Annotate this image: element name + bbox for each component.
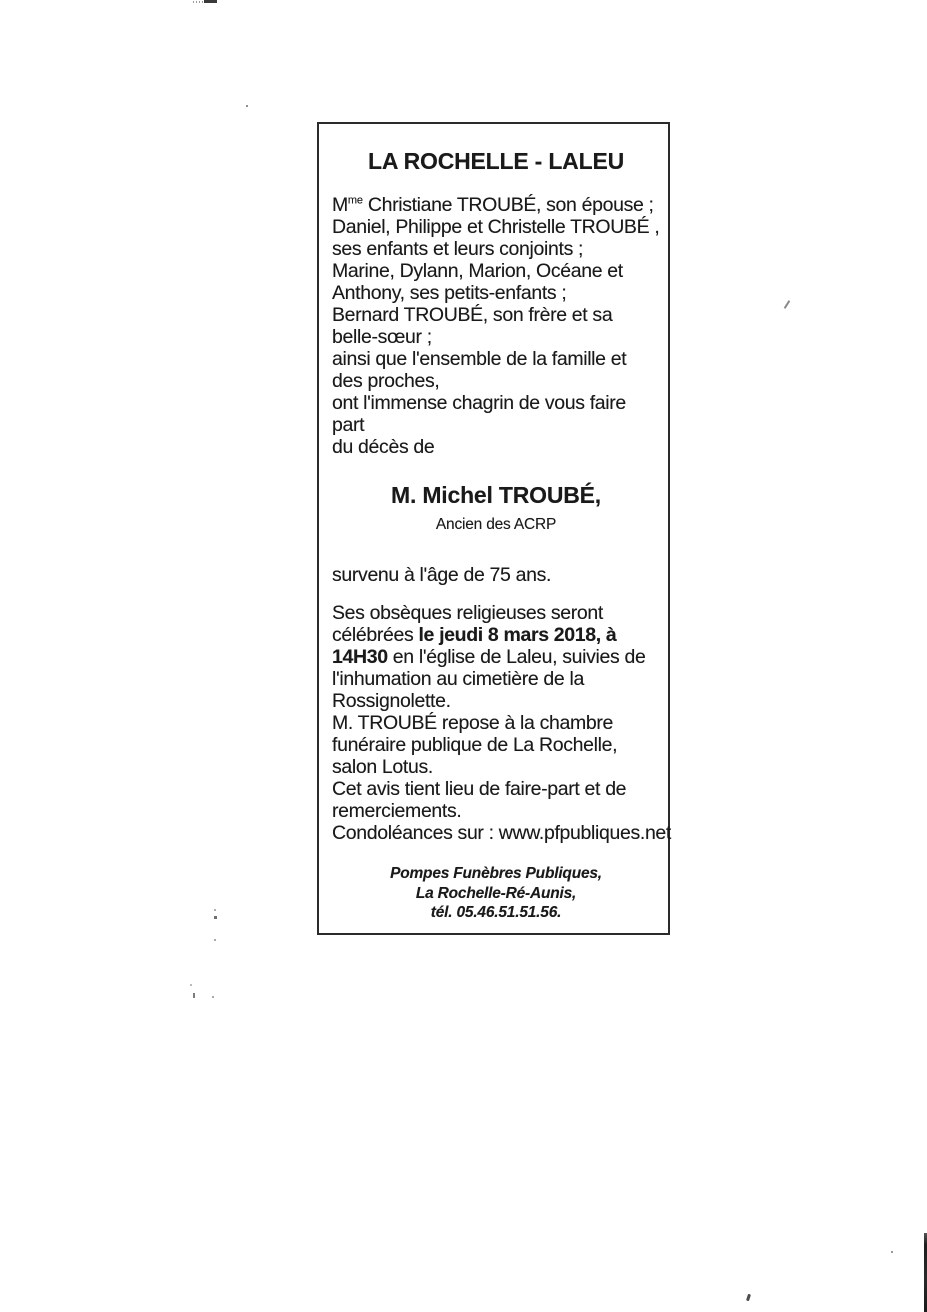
condolences-line: Condoléances sur : www.pfpubliques.net [332,822,671,844]
intro-line: des proches, [332,370,440,392]
deceased-subtitle: Ancien des ACRP [435,516,557,533]
family-intro-paragraph [332,194,660,458]
details-line: salon Lotus. [332,756,433,778]
scan-artifact-speck [214,909,216,911]
scan-artifact-speck [214,916,217,919]
notice-title: LA ROCHELLE - LALEU [368,148,624,174]
intro-line: ainsi que l'ensemble de la famille et [332,348,627,370]
details-line2-normal: célébrées [332,624,419,646]
funeral-details-paragraph [332,602,671,844]
scan-artifact-top-mark-dark [204,0,217,3]
intro-line: ont l'immense chagrin de vous faire [332,392,626,414]
intro-line: du décès de [332,436,435,458]
funeral-home-name: Pompes Funèbres Publiques, [390,865,602,882]
intro-line: part [332,414,365,436]
details-line: Ses obsèques religieuses seront [332,602,603,624]
funeral-date-bold: le jeudi 8 mars 2018, à [418,624,617,646]
intro-line: ses enfants et leurs conjoints ; [332,238,584,260]
scan-artifact-top-mark-light [193,1,204,3]
intro-line: Daniel, Philippe et Christelle TROUBÉ , [332,216,660,238]
details-line: funéraire publique de La Rochelle, [332,734,618,756]
scan-artifact-speck [190,984,192,986]
obituary-notice-box [317,122,670,935]
intro-line: belle-sœur ; [332,326,432,348]
details-line [332,624,660,646]
details-line: l'inhumation au cimetière de la [332,668,584,690]
scan-artifact-speck [212,996,214,998]
intro-line: Marine, Dylann, Marion, Océane et [332,260,623,282]
details-line [332,646,660,668]
scan-artifact-dot [246,105,248,107]
funeral-home-location: La Rochelle-Ré-Aunis, [415,884,577,902]
scan-artifact-dot [891,1251,893,1253]
age-line: survenu à l'âge de 75 ans. [332,564,552,586]
madame-superscript: me [347,194,363,207]
deceased-name: M. Michel TROUBÉ, [390,482,601,508]
intro-line: Bernard TROUBÉ, son frère et sa [332,304,613,326]
scan-artifact-slash [784,300,790,309]
intro-line-madame [332,194,660,216]
madame-rest: Christiane TROUBÉ, son épouse ; [362,194,654,216]
details-line3-normal: en l'église de Laleu, suivies de [387,646,646,668]
details-line: Cet avis tient lieu de faire-part et de [332,778,627,800]
madame-prefix: M [332,194,348,216]
funeral-home-signature [332,864,660,923]
scan-artifact-speck [214,939,216,941]
scan-artifact-speck [193,993,195,998]
details-line: remerciements. [332,800,462,822]
intro-line: Anthony, ses petits-enfants ; [332,282,567,304]
details-line: M. TROUBÉ repose à la chambre [332,712,614,734]
scan-artifact-comma [746,1294,751,1302]
funeral-time-bold: 14H30 [332,646,388,668]
funeral-home-phone: tél. 05.46.51.51.56. [430,904,562,921]
details-line: Rossignolette. [332,690,451,712]
